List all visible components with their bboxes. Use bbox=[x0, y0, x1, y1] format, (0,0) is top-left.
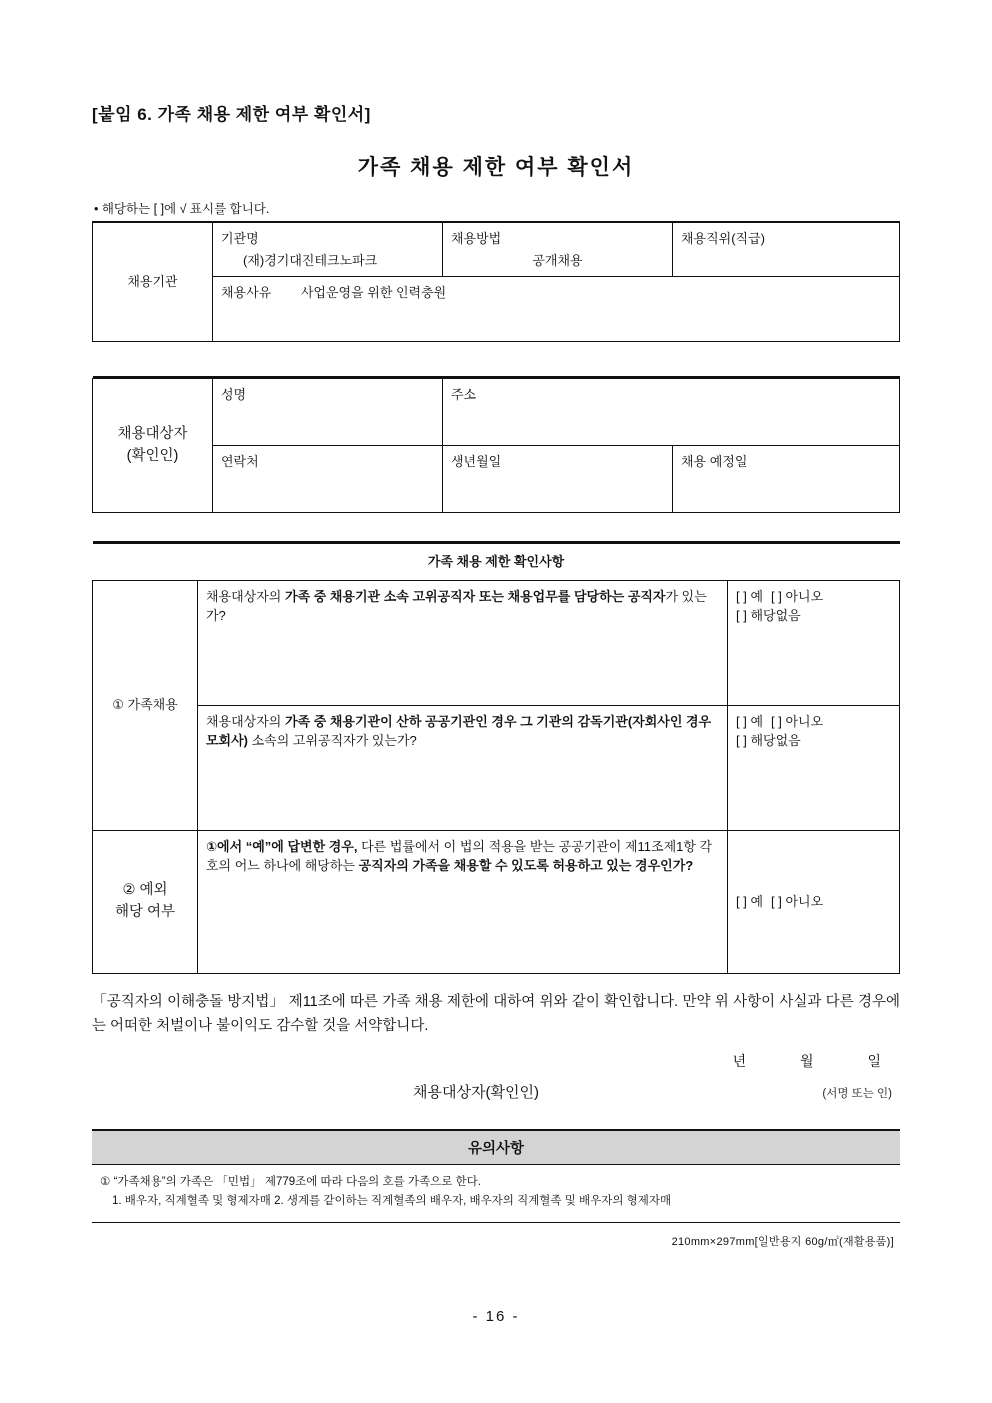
declaration-statement: 「공직자의 이해충돌 방지법」 제11조에 따른 가족 채용 제한에 대하여 위와 같이 확인합니다. 만약 위 사항이 사실과 다른 경우에는 어떠한 처벌이나 불이익도 감수할 것을 서약합니다. bbox=[92, 993, 900, 1035]
candidate-label-line2: (확인인) bbox=[126, 447, 179, 464]
q1-answer-no[interactable]: [ ] 아니오 bbox=[771, 588, 824, 604]
date-year: 년 bbox=[732, 1052, 748, 1069]
org-name-label: 기관명 bbox=[221, 231, 259, 246]
reason-cell bbox=[213, 277, 900, 342]
candidate-contact-cell bbox=[213, 446, 443, 513]
q3-part1: 다른 법률에서 이 법의 적용을 받는 공공기관이 제11조제1항 각 호의 어느 하나에 해당하는 bbox=[206, 838, 713, 873]
answers-1 bbox=[728, 580, 900, 705]
org-name-cell bbox=[213, 222, 443, 277]
signer-note: (서명 또는 인) bbox=[822, 1087, 892, 1100]
position-cell bbox=[673, 222, 900, 277]
question-1 bbox=[198, 580, 728, 705]
notice-line-1: ① “가족채용”의 가족은 「민법」 제779조에 따라 다음의 호를 가족으로 한다. bbox=[100, 1175, 481, 1188]
question-2 bbox=[198, 705, 728, 830]
candidate-hire-date-label: 채용 예정일 bbox=[681, 454, 748, 469]
date-month: 월 bbox=[800, 1052, 815, 1069]
q1-part1: 채용대상자의 bbox=[206, 588, 285, 604]
candidate-birth-label: 생년월일 bbox=[451, 454, 502, 469]
attachment-title: [붙임 6. 가족 채용 제한 여부 확인서] bbox=[92, 105, 371, 124]
q3-answer-no[interactable]: [ ] 아니오 bbox=[771, 893, 824, 909]
candidate-birth-cell bbox=[443, 446, 673, 513]
q2-bold1: 가족 중 채용기관이 산하 공공기관인 경우 그 기관의 감독기관(자회사인 경우 모회사) bbox=[206, 713, 712, 748]
page-number: - 16 - bbox=[472, 1308, 520, 1325]
q1-bold1: 가족 중 채용기관 소속 고위공직자 또는 채용업무를 담당하는 공직자 bbox=[284, 588, 666, 604]
candidate-label-line1: 채용대상자 bbox=[117, 425, 188, 442]
org-name-value: (재)경기대진테크노파크 bbox=[243, 252, 378, 268]
notice-header: 유의사항 bbox=[92, 1129, 900, 1165]
candidate-address-cell bbox=[443, 379, 900, 446]
q2-part1: 채용대상자의 bbox=[206, 713, 285, 729]
check-row2-label-line2: 해당 여부 bbox=[114, 903, 176, 920]
answers-3 bbox=[728, 830, 900, 973]
q1-answer-yes[interactable]: [ ] 예 bbox=[736, 588, 764, 604]
q3-answer-yes[interactable]: [ ] 예 bbox=[736, 893, 764, 909]
question-3 bbox=[198, 830, 728, 973]
paper-spec: 210mm×297mm[일반용지 60g/㎡(재활용품)] bbox=[671, 1235, 894, 1248]
reason-label: 채용사유 bbox=[221, 285, 272, 300]
signer-label: 채용대상자(확인인) bbox=[413, 1083, 539, 1101]
check-row1-label: ① 가족채용 bbox=[93, 580, 198, 830]
org-table-spacer bbox=[93, 342, 900, 378]
q2-answer-yes[interactable]: [ ] 예 bbox=[736, 713, 764, 729]
candidate-name-label: 성명 bbox=[221, 387, 247, 402]
q2-answer-na[interactable]: [ ] 해당없음 bbox=[736, 733, 801, 748]
answers-2 bbox=[728, 705, 900, 830]
candidate-address-label: 주소 bbox=[451, 387, 477, 402]
org-section-label: 채용기관 bbox=[93, 222, 213, 342]
check-row2-label-line1: ② 예외 bbox=[122, 881, 168, 898]
reason-value: 사업운영을 위한 인력충원 bbox=[300, 285, 447, 300]
q1-answer-na[interactable]: [ ] 해당없음 bbox=[736, 608, 801, 623]
signature-row bbox=[92, 1081, 900, 1107]
candidate-table-spacer bbox=[93, 513, 900, 543]
check-table bbox=[92, 543, 900, 974]
notice-body bbox=[92, 1165, 900, 1223]
method-cell bbox=[443, 222, 673, 277]
position-label: 채용직위(직급) bbox=[681, 231, 766, 246]
q2-answer-no[interactable]: [ ] 아니오 bbox=[771, 713, 824, 729]
q3-bold2: 공직자의 가족을 채용할 수 있도록 허용하고 있는 경우인가? bbox=[358, 858, 694, 873]
candidate-hire-date-cell bbox=[673, 446, 900, 513]
method-label: 채용방법 bbox=[451, 231, 502, 246]
q3-bold1: ①에서 “예”에 답변한 경우, bbox=[206, 838, 358, 854]
org-table bbox=[92, 221, 900, 378]
check-row2-label bbox=[93, 830, 198, 973]
instruction-note: • 해당하는 [ ]에 √ 표시를 합니다. bbox=[94, 202, 270, 216]
q1-part2: 가 있는가? bbox=[206, 588, 707, 623]
candidate-contact-label: 연락처 bbox=[221, 454, 259, 469]
method-value: 공개채용 bbox=[532, 252, 583, 268]
candidate-name-cell bbox=[213, 379, 443, 446]
page-title: 가족 채용 제한 여부 확인서 bbox=[357, 156, 635, 179]
q2-part2: 소속의 고위공직자가 있는가? bbox=[248, 733, 417, 748]
notice-line-2: 1. 배우자, 직계혈족 및 형제자매 2. 생계를 같이하는 직계혈족의 배우자, 배우자의 직계혈족 및 배우자의 형제자매 bbox=[112, 1195, 672, 1208]
date-line bbox=[92, 1051, 900, 1071]
check-section-header: 가족 채용 제한 확인사항 bbox=[93, 544, 900, 581]
candidate-table bbox=[92, 378, 900, 543]
date-day: 일 bbox=[867, 1052, 882, 1069]
candidate-section-label bbox=[93, 379, 213, 513]
